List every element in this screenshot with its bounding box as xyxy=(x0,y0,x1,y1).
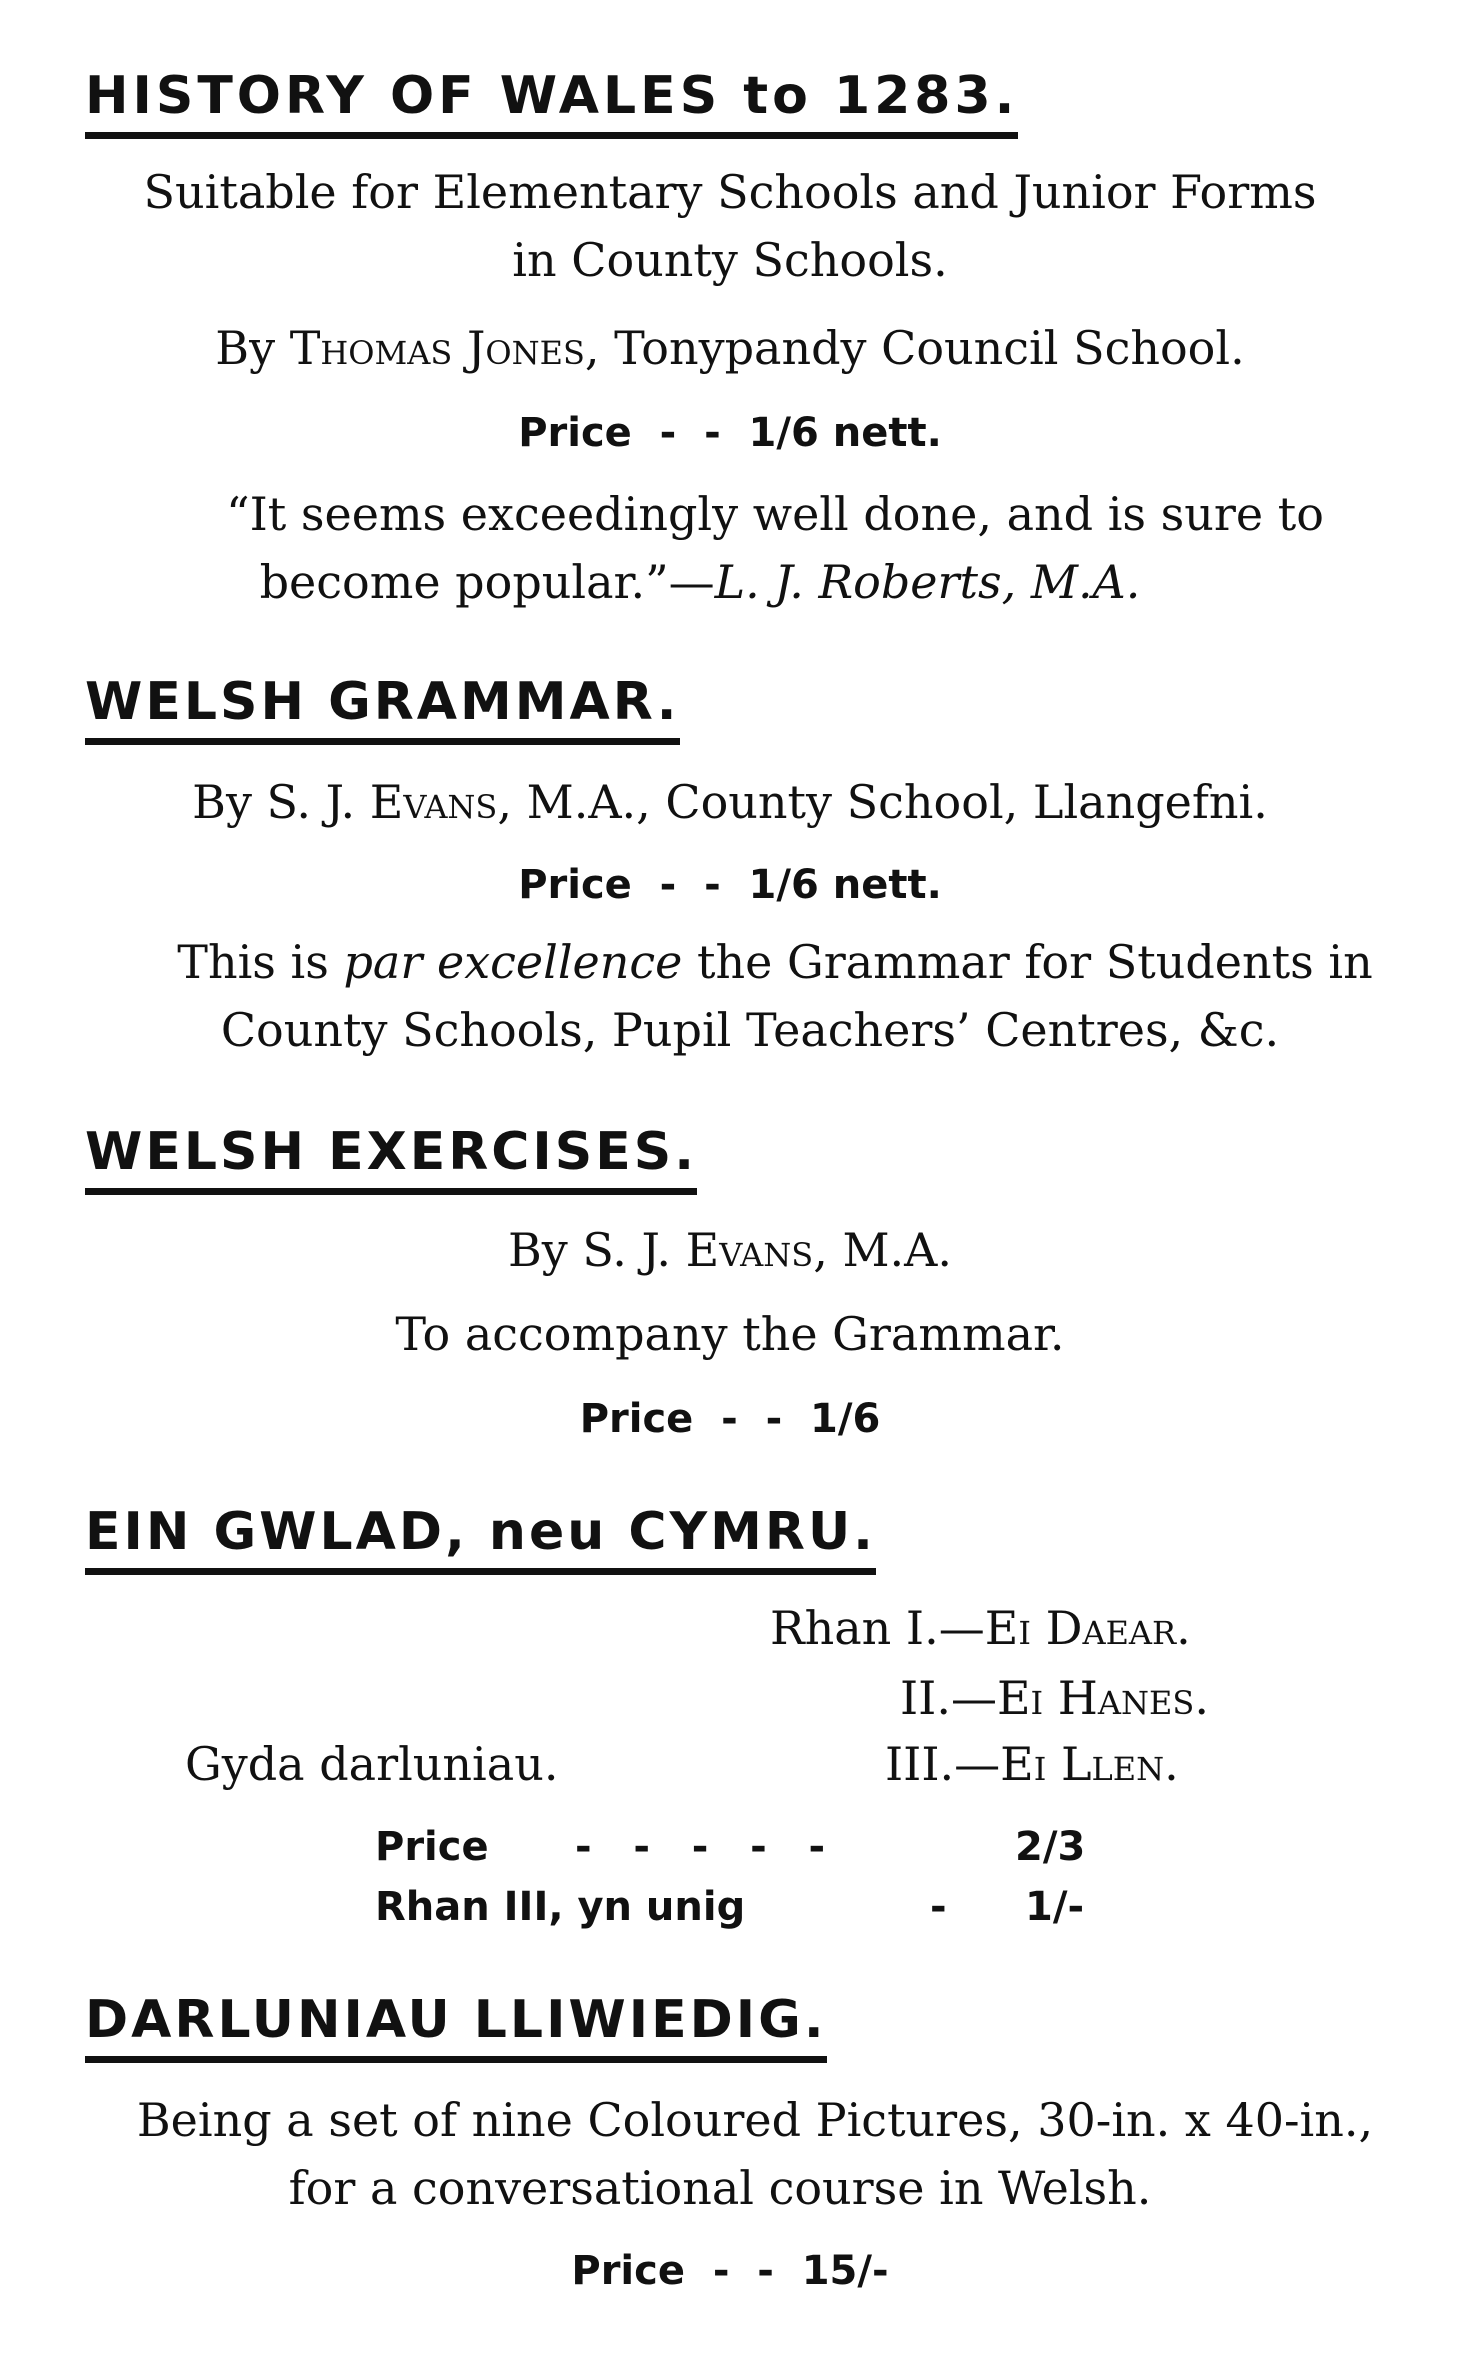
illustrated-note: Gyda darluniau. xyxy=(185,1737,559,1791)
author-name: Evans xyxy=(369,775,498,829)
ein-gwlad-price-value: 2/3 xyxy=(1015,1824,1086,1870)
heading-darluniau-lliwiedig: DARLUNIAU LLIWIEDIG. xyxy=(85,1990,827,2063)
heading-welsh-grammar: WELSH GRAMMAR. xyxy=(85,672,680,745)
heading-ein-gwlad: EIN GWLAD, neu CYMRU. xyxy=(85,1502,876,1575)
history-author-line: By Thomas Jones, Tonypandy Council School. xyxy=(215,321,1245,375)
darluniau-desc-line-2: for a conversational course in Welsh. xyxy=(288,2161,1152,2215)
rhan-iii-price-value: 1/- xyxy=(1025,1884,1085,1930)
part-2-line: II.—Ei Hanes. xyxy=(900,1671,1209,1725)
darluniau-desc-line-1: Being a set of nine Coloured Pictures, 30-in. x 40-in., xyxy=(136,2093,1374,2147)
grammar-note-line-1: This is par excellence the Grammar for Students in xyxy=(177,935,1373,989)
part-1-line: Rhan I.—Ei Daear. xyxy=(770,1601,1191,1655)
rhan-iii-price-label: Rhan III, yn unig xyxy=(375,1884,746,1930)
grammar-note-line-2: County Schools, Pupil Teachers’ Centres, &c. xyxy=(220,1003,1280,1057)
history-quote-line-1: “It seems exceedingly well done, and is sure to xyxy=(226,487,1324,541)
author-name: Evans xyxy=(685,1223,814,1277)
heading-history-of-wales: HISTORY OF WALES to 1283. xyxy=(85,66,1018,139)
ein-gwlad-price-dashes: - - - - - xyxy=(575,1824,826,1870)
grammar-author-line: By S. J. Evans, M.A., County School, Llangefni. xyxy=(192,775,1268,829)
quote-attribution: L. J. Roberts, M.A. xyxy=(714,555,1141,609)
author-name: Thomas Jones xyxy=(289,321,585,375)
history-desc-line-2: in County Schools. xyxy=(512,233,948,287)
darluniau-price: Price - - 15/- xyxy=(571,2248,889,2294)
exercises-price: Price - - 1/6 xyxy=(579,1396,881,1442)
exercises-desc: To accompany the Grammar. xyxy=(395,1307,1065,1361)
history-price: Price - - 1/6 nett. xyxy=(518,410,942,456)
heading-welsh-exercises: WELSH EXERCISES. xyxy=(85,1122,697,1195)
history-quote-line-2: become popular.”—L. J. Roberts, M.A. xyxy=(259,555,1141,609)
grammar-price: Price - - 1/6 nett. xyxy=(518,862,942,908)
history-desc-line-1: Suitable for Elementary Schools and Junior Forms xyxy=(143,165,1317,219)
part-3-line: III.—Ei Llen. xyxy=(885,1737,1179,1791)
exercises-author-line: By S. J. Evans, M.A. xyxy=(507,1223,953,1277)
rhan-iii-price-dash: - xyxy=(930,1884,947,1930)
ein-gwlad-price-label: Price xyxy=(375,1824,489,1870)
